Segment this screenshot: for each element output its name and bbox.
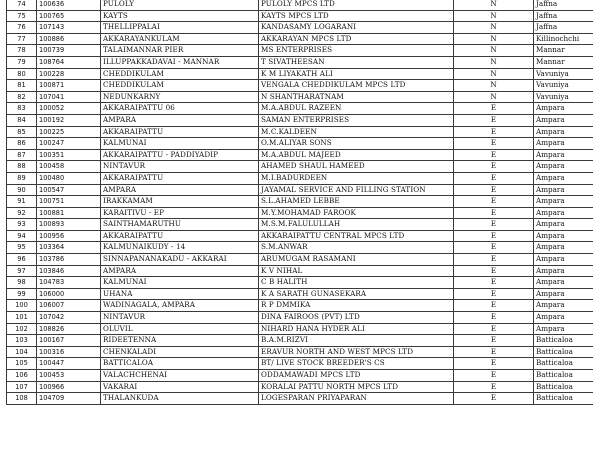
dealer-code: 100228	[37, 68, 101, 80]
location-name: THALANKUDA	[101, 393, 259, 405]
row-number: 97	[7, 265, 37, 277]
province-code: N	[454, 68, 534, 80]
row-number: 82	[7, 91, 37, 103]
table-row	[7, 68, 594, 80]
province-code: E	[454, 172, 534, 184]
location-name: KALMUNAI	[101, 138, 259, 150]
district-name: Ampara	[534, 254, 594, 266]
table-row	[7, 161, 594, 173]
table-row	[7, 10, 594, 22]
agent-name: MS ENTERPRISES	[259, 45, 454, 57]
province-code: E	[454, 346, 534, 358]
province-code: E	[454, 184, 534, 196]
row-number: 88	[7, 161, 37, 173]
agent-name: NIHARD HANA HYDER ALI	[259, 323, 454, 335]
location-name: KALMUNAI	[101, 277, 259, 289]
district-name: Batticaloa	[534, 335, 594, 347]
row-number: 99	[7, 288, 37, 300]
district-name: Vavuniya	[534, 68, 594, 80]
province-code: N	[454, 91, 534, 103]
province-code: E	[454, 254, 534, 266]
agent-name: KANDASAMY LOGARANI	[259, 22, 454, 34]
dealer-code: 103364	[37, 242, 101, 254]
district-name: Ampara	[534, 103, 594, 115]
dealer-code: 100739	[37, 45, 101, 57]
agent-name: JAYAMAL SERVICE AND FILLING STATION	[259, 184, 454, 196]
table-row	[7, 335, 594, 347]
table-row	[7, 103, 594, 115]
agent-name: DINA FAIROOS (PVT) LTD	[259, 312, 454, 324]
dealer-code: 107041	[37, 91, 101, 103]
district-name: Ampara	[534, 265, 594, 277]
table-row	[7, 312, 594, 324]
agent-name: B.A.M.RIZVI	[259, 335, 454, 347]
row-number: 93	[7, 219, 37, 231]
table-row	[7, 149, 594, 161]
province-code: E	[454, 138, 534, 150]
table-row	[7, 138, 594, 150]
province-code: E	[454, 126, 534, 138]
location-name: ILLUPPAKKADAVAI - MANNAR	[101, 56, 259, 68]
row-number: 94	[7, 230, 37, 242]
dealer-code: 103846	[37, 265, 101, 277]
row-number: 75	[7, 10, 37, 22]
table-row	[7, 254, 594, 266]
agent-name: M.S.M.FALULULLAH	[259, 219, 454, 231]
agent-name: PULOLY MPCS LTD	[259, 0, 454, 10]
dealer-code: 100225	[37, 126, 101, 138]
dealer-code: 104709	[37, 393, 101, 405]
location-name: AKKARAIPATTU	[101, 126, 259, 138]
dealer-table	[6, 0, 593, 405]
dealer-code: 100192	[37, 114, 101, 126]
province-code: E	[454, 288, 534, 300]
dealer-code: 108764	[37, 56, 101, 68]
agent-name: KAYTS MPCS LTD	[259, 10, 454, 22]
agent-name: M.A.ABDUL RAZEEN	[259, 103, 454, 115]
dealer-code: 100893	[37, 219, 101, 231]
row-number: 80	[7, 68, 37, 80]
table-row	[7, 358, 594, 370]
province-code: E	[454, 323, 534, 335]
province-code: E	[454, 103, 534, 115]
table-row	[7, 196, 594, 208]
dealer-code: 100480	[37, 172, 101, 184]
district-name: Vavuniya	[534, 91, 594, 103]
row-number: 74	[7, 0, 37, 10]
location-name: IRAKKAMAM	[101, 196, 259, 208]
location-name: OLUVIL	[101, 323, 259, 335]
province-code: E	[454, 265, 534, 277]
agent-name: O.M.ALIYAR SONS	[259, 138, 454, 150]
agent-name: K V NIHAL	[259, 265, 454, 277]
row-number: 81	[7, 80, 37, 92]
district-name: Batticaloa	[534, 393, 594, 405]
district-name: Ampara	[534, 230, 594, 242]
location-name: AKKARAIPATTU	[101, 230, 259, 242]
location-name: AKKARAIPATTU 06	[101, 103, 259, 115]
dealer-code: 100447	[37, 358, 101, 370]
row-number: 105	[7, 358, 37, 370]
district-name: Batticaloa	[534, 381, 594, 393]
row-number: 85	[7, 126, 37, 138]
dealer-code: 100247	[37, 138, 101, 150]
table-row	[7, 45, 594, 57]
province-code: N	[454, 45, 534, 57]
agent-name: LOGESPARAN PRIYAPARAN	[259, 393, 454, 405]
location-name: SINNAPANANAKADU - AKKARAI	[101, 254, 259, 266]
agent-name: T SIVATHEESAN	[259, 56, 454, 68]
province-code: E	[454, 161, 534, 173]
table-row	[7, 277, 594, 289]
table-row	[7, 393, 594, 405]
location-name: AKKARAIPATTU	[101, 172, 259, 184]
table-row	[7, 323, 594, 335]
dealer-code: 100886	[37, 33, 101, 45]
province-code: E	[454, 196, 534, 208]
dealer-code: 106000	[37, 288, 101, 300]
province-code: E	[454, 207, 534, 219]
location-name: CHENKALADI	[101, 346, 259, 358]
agent-name: ODDAMAWADI MPCS LTD	[259, 370, 454, 382]
agent-name: N SHANTHARATNAM	[259, 91, 454, 103]
district-name: Jaffna	[534, 10, 594, 22]
dealer-code: 100751	[37, 196, 101, 208]
location-name: VALACHCHENAI	[101, 370, 259, 382]
location-name: AMPARA	[101, 265, 259, 277]
agent-name: K A SARATH GUNASEKARA	[259, 288, 454, 300]
location-name: THELLIPPALAI	[101, 22, 259, 34]
location-name: NINTAVUR	[101, 312, 259, 324]
province-code: N	[454, 10, 534, 22]
dealer-code: 100871	[37, 80, 101, 92]
row-number: 90	[7, 184, 37, 196]
location-name: KARAITIVU - EP	[101, 207, 259, 219]
district-name: Ampara	[534, 219, 594, 231]
agent-name: K M LIYAKATH ALI	[259, 68, 454, 80]
dealer-code: 100881	[37, 207, 101, 219]
district-name: Vavuniya	[534, 80, 594, 92]
province-code: E	[454, 381, 534, 393]
table-row	[7, 230, 594, 242]
table-row	[7, 219, 594, 231]
location-name: NINTAVUR	[101, 161, 259, 173]
location-name: UHANA	[101, 288, 259, 300]
province-code: E	[454, 149, 534, 161]
agent-name: S.L.AHAMED LEBBE	[259, 196, 454, 208]
row-number: 103	[7, 335, 37, 347]
table-row	[7, 91, 594, 103]
row-number: 95	[7, 242, 37, 254]
document-page	[6, 0, 593, 450]
location-name: AKKARAIPATTU - PADDIYADIP	[101, 149, 259, 161]
province-code: E	[454, 393, 534, 405]
table-row	[7, 370, 594, 382]
dealer-code: 100966	[37, 381, 101, 393]
location-name: AKKARAYANKULAM	[101, 33, 259, 45]
district-name: Batticaloa	[534, 358, 594, 370]
province-code: E	[454, 219, 534, 231]
agent-name: M.A.ABDUL MAJEED	[259, 149, 454, 161]
table-row	[7, 0, 594, 10]
row-number: 98	[7, 277, 37, 289]
row-number: 84	[7, 114, 37, 126]
province-code: E	[454, 300, 534, 312]
location-name: PULOLY	[101, 0, 259, 10]
district-name: Ampara	[534, 184, 594, 196]
district-name: Ampara	[534, 207, 594, 219]
agent-name: M.I.BADURDEEN	[259, 172, 454, 184]
dealer-code: 104783	[37, 277, 101, 289]
district-name: Ampara	[534, 300, 594, 312]
district-name: Ampara	[534, 126, 594, 138]
agent-name: BT/ LIVE STOCK BREEDER'S CS	[259, 358, 454, 370]
table-body	[7, 0, 594, 404]
dealer-code: 100316	[37, 346, 101, 358]
agent-name: VENGALA CHEDDIKULAM MPCS LTD	[259, 80, 454, 92]
location-name: KALMUNAIKUDY - 14	[101, 242, 259, 254]
district-name: Jaffna	[534, 0, 594, 10]
dealer-code: 100052	[37, 103, 101, 115]
dealer-code: 100956	[37, 230, 101, 242]
table-row	[7, 381, 594, 393]
district-name: Ampara	[534, 242, 594, 254]
province-code: N	[454, 0, 534, 10]
agent-name: AKKARAYAN MPCS LTD	[259, 33, 454, 45]
province-code: E	[454, 312, 534, 324]
agent-name: AKKARAIPATTU CENTRAL MPCS LTD	[259, 230, 454, 242]
row-number: 92	[7, 207, 37, 219]
province-code: E	[454, 230, 534, 242]
district-name: Batticaloa	[534, 346, 594, 358]
row-number: 100	[7, 300, 37, 312]
dealer-code: 100765	[37, 10, 101, 22]
table-row	[7, 242, 594, 254]
province-code: N	[454, 80, 534, 92]
location-name: AMPARA	[101, 114, 259, 126]
table-row	[7, 126, 594, 138]
row-number: 77	[7, 33, 37, 45]
agent-name: ERAVUR NORTH AND WEST MPCS LTD	[259, 346, 454, 358]
location-name: SAINTHAMARUTHU	[101, 219, 259, 231]
agent-name: S.M.ANWAR	[259, 242, 454, 254]
dealer-code: 100458	[37, 161, 101, 173]
province-code: E	[454, 358, 534, 370]
dealer-code: 107042	[37, 312, 101, 324]
row-number: 101	[7, 312, 37, 324]
agent-name: M.Y.MOHAMAD FAROOK	[259, 207, 454, 219]
agent-name: KORALAI PATTU NORTH MPCS LTD	[259, 381, 454, 393]
row-number: 102	[7, 323, 37, 335]
table-row	[7, 114, 594, 126]
district-name: Mannar	[534, 45, 594, 57]
row-number: 79	[7, 56, 37, 68]
dealer-code: 100167	[37, 335, 101, 347]
table-row	[7, 207, 594, 219]
row-number: 86	[7, 138, 37, 150]
location-name: VAKARAI	[101, 381, 259, 393]
district-name: Jaffna	[534, 22, 594, 34]
dealer-code: 100453	[37, 370, 101, 382]
row-number: 106	[7, 370, 37, 382]
location-name: RIDEETENNA	[101, 335, 259, 347]
row-number: 89	[7, 172, 37, 184]
row-number: 83	[7, 103, 37, 115]
district-name: Ampara	[534, 149, 594, 161]
dealer-code: 100547	[37, 184, 101, 196]
row-number: 76	[7, 22, 37, 34]
province-code: N	[454, 22, 534, 34]
agent-name: M.C.KALDEEN	[259, 126, 454, 138]
location-name: BATTICALOA	[101, 358, 259, 370]
district-name: Ampara	[534, 277, 594, 289]
table-row	[7, 346, 594, 358]
row-number: 87	[7, 149, 37, 161]
agent-name: R P DMMIKA	[259, 300, 454, 312]
table-row	[7, 56, 594, 68]
table-row	[7, 300, 594, 312]
table-row	[7, 80, 594, 92]
agent-name: ARUMUGAM RASAMANI	[259, 254, 454, 266]
dealer-code: 106007	[37, 300, 101, 312]
table-row	[7, 22, 594, 34]
agent-name: SAMAN ENTERPRISES	[259, 114, 454, 126]
district-name: Mannar	[534, 56, 594, 68]
row-number: 108	[7, 393, 37, 405]
location-name: TALAIMANNAR PIER	[101, 45, 259, 57]
dealer-code: 108826	[37, 323, 101, 335]
district-name: Killinochchi	[534, 33, 594, 45]
district-name: Batticaloa	[534, 370, 594, 382]
table-row	[7, 288, 594, 300]
district-name: Ampara	[534, 196, 594, 208]
district-name: Ampara	[534, 323, 594, 335]
table-row	[7, 172, 594, 184]
location-name: NEDUNKARNY	[101, 91, 259, 103]
district-name: Ampara	[534, 172, 594, 184]
location-name: WADINAGALA, AMPARA	[101, 300, 259, 312]
dealer-code: 107143	[37, 22, 101, 34]
province-code: E	[454, 370, 534, 382]
location-name: CHEDDIKULAM	[101, 68, 259, 80]
province-code: E	[454, 242, 534, 254]
table-row	[7, 33, 594, 45]
location-name: AMPARA	[101, 184, 259, 196]
province-code: N	[454, 56, 534, 68]
province-code: E	[454, 114, 534, 126]
table-row	[7, 265, 594, 277]
district-name: Ampara	[534, 288, 594, 300]
province-code: N	[454, 33, 534, 45]
row-number: 78	[7, 45, 37, 57]
row-number: 107	[7, 381, 37, 393]
province-code: E	[454, 335, 534, 347]
agent-name: C B HALITH	[259, 277, 454, 289]
row-number: 96	[7, 254, 37, 266]
location-name: CHEDDIKULAM	[101, 80, 259, 92]
district-name: Ampara	[534, 161, 594, 173]
dealer-code: 100351	[37, 149, 101, 161]
location-name: KAYTS	[101, 10, 259, 22]
dealer-code: 100636	[37, 0, 101, 10]
table-row	[7, 184, 594, 196]
row-number: 104	[7, 346, 37, 358]
district-name: Ampara	[534, 138, 594, 150]
province-code: E	[454, 277, 534, 289]
row-number: 91	[7, 196, 37, 208]
dealer-code: 103786	[37, 254, 101, 266]
district-name: Ampara	[534, 312, 594, 324]
agent-name: AHAMED SHAUL HAMEED	[259, 161, 454, 173]
district-name: Ampara	[534, 114, 594, 126]
